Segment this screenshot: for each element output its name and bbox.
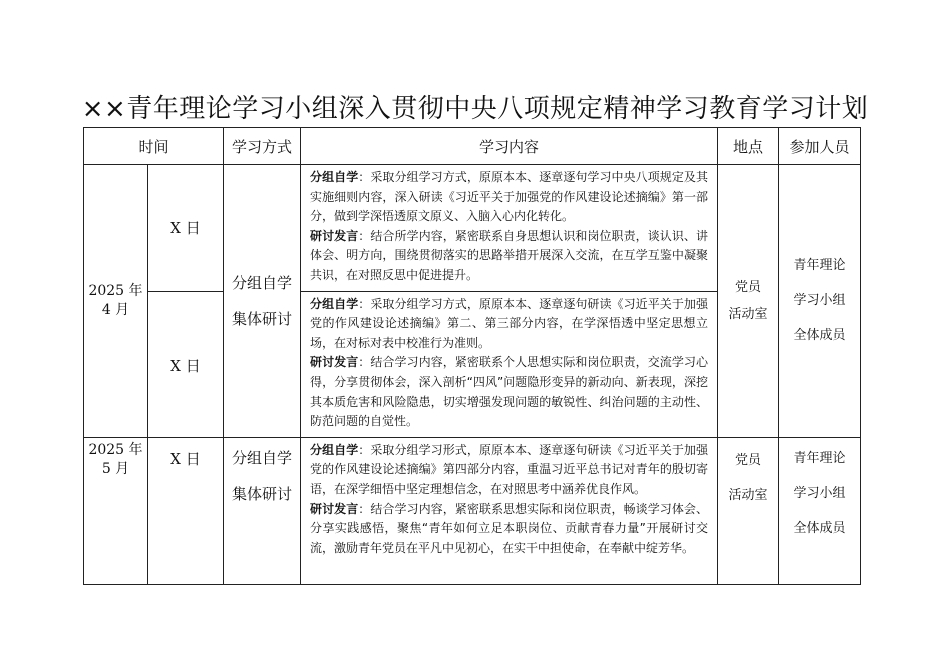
header-method: 学习方式 bbox=[224, 128, 301, 165]
day-cell bbox=[148, 165, 224, 292]
header-content: 学习内容 bbox=[301, 128, 718, 165]
day-label: X 日 bbox=[170, 449, 201, 468]
method-cell bbox=[224, 165, 301, 438]
method-label: 分组自学 集体研讨 bbox=[232, 273, 293, 328]
self-study-label: 分组自学 bbox=[310, 296, 359, 311]
month-cell bbox=[84, 437, 148, 584]
header-place: 地点 bbox=[718, 128, 779, 165]
place-label: 党员 活动室 bbox=[728, 279, 768, 322]
content-self-study bbox=[310, 168, 708, 227]
study-plan-table bbox=[83, 127, 861, 585]
day-label: X 日 bbox=[170, 219, 201, 237]
header-time: 时间 bbox=[84, 128, 224, 165]
month-label: 2025 年 4 月 bbox=[88, 282, 143, 318]
method-cell bbox=[224, 437, 301, 584]
discussion-label: 研讨发言 bbox=[310, 355, 359, 370]
discussion-text: ：结合所学内容，紧密联系自身思想认识和岗位职责，谈认识、讲体会、明方向，围绕贯彻落实的思路举措开展深入交流，在互学互鉴中凝聚共识，在对照反思中促进提升。 bbox=[310, 228, 709, 282]
content-cell bbox=[301, 291, 718, 437]
content-discussion bbox=[310, 227, 708, 286]
month-label: 2025 年 5 月 bbox=[88, 441, 143, 477]
method-label: 分组自学 集体研讨 bbox=[232, 448, 293, 503]
header-people: 参加人员 bbox=[779, 128, 861, 165]
content-self-study bbox=[310, 295, 708, 354]
people-cell bbox=[779, 165, 861, 438]
place-cell bbox=[718, 165, 779, 438]
self-study-label: 分组自学 bbox=[310, 170, 359, 184]
people-label: 青年理论 学习小组 全体成员 bbox=[793, 450, 846, 536]
content-cell bbox=[301, 165, 718, 292]
content-self-study bbox=[310, 441, 708, 500]
discussion-text: ：结合学习内容，紧密联系思想实际和岗位职责，畅谈学习体会、分享实践感悟，聚焦“青年如何立足本职岗位、贡献青春力量”开展研讨交流，激励青年党员在平凡中见初心，在实干中担使命，在奉献中绽芳华。 bbox=[310, 501, 709, 555]
self-study-label: 分组自学 bbox=[310, 442, 359, 457]
page-title: ××青年理论学习小组深入贯彻中央八项规定精神学习教育学习计划 bbox=[81, 94, 869, 124]
table-header-row bbox=[84, 128, 861, 165]
content-discussion bbox=[310, 500, 708, 559]
discussion-label: 研讨发言 bbox=[310, 228, 359, 243]
discussion-text: ：结合学习内容，紧密联系个人思想实际和岗位职责，交流学习心得，分享贯彻体会，深入剖析“四风”问题隐形变异的新动向、新表现，深挖其本质危害和风险隐患，切实增强发现问题的敏锐性、纠治问题的主动性、防范问题的自觉性。 bbox=[310, 355, 709, 429]
self-study-text: ：采取分组学习方式，原原本本、逐章逐句学习中央八项规定及其实施细则内容，深入研读《习近平关于加强党的作风建设论述摘编》第一部分，做到学深悟透原文原义、入脑入心内化转化。 bbox=[310, 170, 709, 224]
place-label: 党员 活动室 bbox=[728, 452, 768, 503]
day-label: X 日 bbox=[170, 356, 201, 375]
table-row bbox=[84, 165, 861, 292]
self-study-text: ：采取分组学习形式，原原本本、逐章逐句研读《习近平关于加强党的作风建设论述摘编》第四部分内容，重温习近平总书记对青年的殷切寄语，在深学细悟中坚定理想信念，在对照思考中涵养优良作风。 bbox=[310, 442, 709, 496]
day-cell bbox=[148, 437, 224, 584]
content-discussion bbox=[310, 353, 708, 431]
content-cell bbox=[301, 437, 718, 584]
day-cell bbox=[148, 291, 224, 437]
self-study-text: ：采取分组学习方式，原原本本、逐章逐句研读《习近平关于加强党的作风建设论述摘编》第二、第三部分内容，在学深悟透中坚定思想立场，在对标对表中校准行为准则。 bbox=[310, 296, 709, 350]
month-cell bbox=[84, 165, 148, 438]
table-row bbox=[84, 437, 861, 584]
discussion-label: 研讨发言 bbox=[310, 501, 359, 516]
people-label: 青年理论 学习小组 全体成员 bbox=[793, 258, 846, 344]
place-cell bbox=[718, 437, 779, 584]
people-cell bbox=[779, 437, 861, 584]
